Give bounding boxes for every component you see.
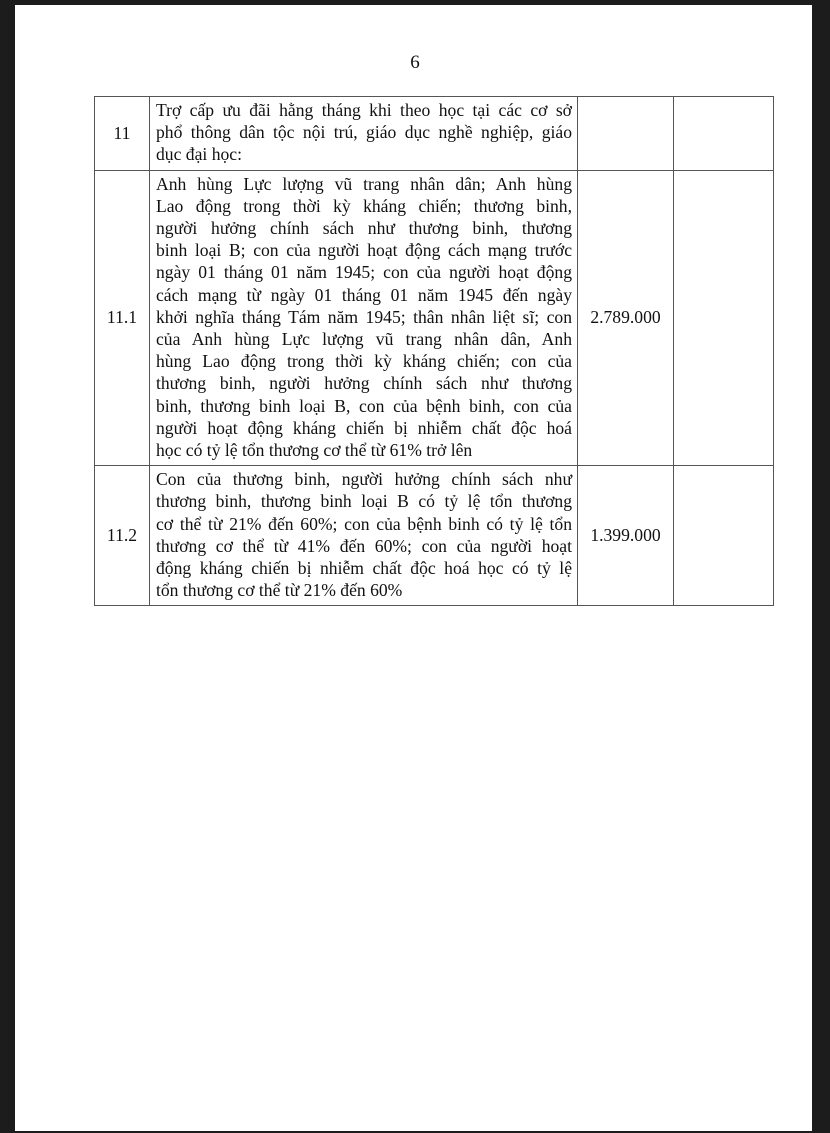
description-line: thương binh, người hưởng chính sách như thương: [156, 373, 572, 394]
description-line: binh, thương binh loại B, con của bệnh binh, con của: [156, 395, 572, 416]
empty-cell: [674, 466, 774, 606]
item-amount: 2.789.000: [578, 170, 674, 466]
description-line: phổ thông dân tộc nội trú, giáo dục nghề nghiệp, giáo: [156, 122, 572, 143]
item-number: 11.1: [95, 170, 150, 466]
table-row: [95, 170, 774, 466]
description-line: cách mạng từ ngày 01 tháng 01 năm 1945 đến ngày: [156, 284, 572, 305]
item-amount: 1.399.000: [578, 466, 674, 606]
description-line: động kháng chiến bị nhiễm chất độc hoá học có tỷ lệ: [156, 558, 572, 579]
description-line: Trợ cấp ưu đãi hằng tháng khi theo học tại các cơ sở: [156, 100, 572, 120]
description-line: cơ thể từ 21% đến 60%; con của bệnh binh có tỷ lệ tổn: [156, 513, 572, 534]
description-line: thương cơ thể từ 41% đến 60%; con của người hoạt: [156, 535, 572, 556]
description-line: của Anh hùng Lực lượng vũ trang nhân dân, Anh: [156, 329, 572, 350]
item-amount: [578, 97, 674, 171]
description-line: khởi nghĩa tháng Tám năm 1945; thân nhân liệt sĩ; con: [156, 306, 572, 327]
description-line: thương binh, thương binh loại B có tỷ lệ tổn thương: [156, 491, 572, 512]
empty-cell: [674, 170, 774, 466]
description-line: người hoạt động kháng chiến bị nhiễm chất độc hoá: [156, 417, 572, 438]
item-number: 11.2: [95, 466, 150, 606]
item-description: [150, 170, 578, 466]
item-description: [150, 466, 578, 606]
item-description: [150, 97, 578, 171]
description-line: hùng Lao động trong thời kỳ kháng chiến; con của: [156, 351, 572, 372]
description-line: binh loại B; con của người hoạt động cách mạng trước: [156, 240, 572, 261]
description-line: học có tỷ lệ tổn thương cơ thể từ 61% trở lên: [156, 440, 473, 461]
empty-cell: [674, 97, 774, 171]
allowance-table: [94, 96, 774, 606]
description-line: Anh hùng Lực lượng vũ trang nhân dân; Anh hùng: [156, 173, 572, 194]
page-number: 6: [410, 52, 420, 73]
table-row: [95, 97, 774, 171]
description-line: người hưởng chính sách như thương binh, thương: [156, 218, 572, 239]
description-line: Lao động trong thời kỳ kháng chiến; thương binh,: [156, 195, 572, 216]
description-line: tổn thương cơ thể từ 21% đến 60%: [156, 580, 403, 601]
table-row: [95, 466, 774, 606]
description-line: dục đại học:: [156, 144, 242, 165]
description-line: ngày 01 tháng 01 năm 1945; con của người hoạt động: [156, 262, 572, 283]
description-line: Con của thương binh, người hưởng chính sách như: [156, 469, 572, 490]
item-number: 11: [95, 97, 150, 171]
